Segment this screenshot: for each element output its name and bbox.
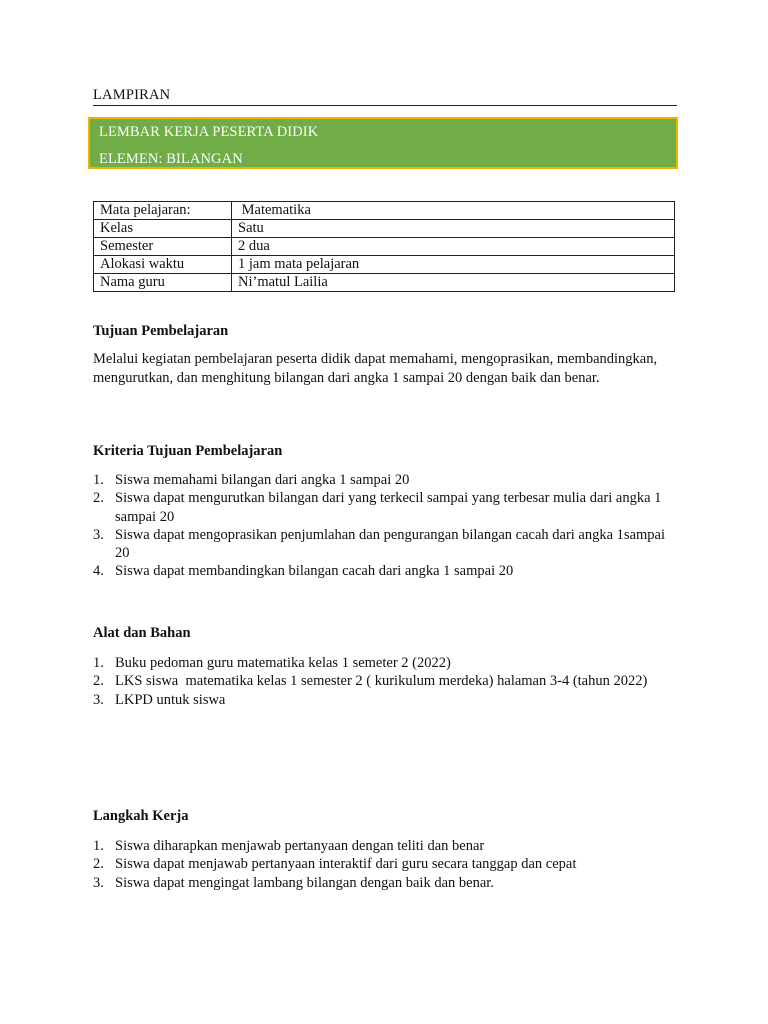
table-row xyxy=(94,256,675,274)
tujuan-text: Melalui kegiatan pembelajaran peserta didik dapat memahami, mengoprasikan, membandingkan, mengurutkan, dan menghitung bilangan dari angka 1 sampai 20 dengan baik dan benar. xyxy=(93,351,658,386)
list-text: Siswa dapat mengurutkan bilangan dari yang terkecil sampai yang terbesar mulia dari angka 1 sampai 20 xyxy=(115,490,662,525)
list-item xyxy=(93,654,668,672)
info-table xyxy=(93,201,675,292)
banner-element: ELEMEN: BILANGAN xyxy=(99,151,243,167)
table-label: Nama guru xyxy=(94,274,232,292)
list-item xyxy=(93,691,668,709)
list-item xyxy=(93,489,668,526)
list-number: 3. xyxy=(93,691,104,708)
list-item xyxy=(93,855,668,873)
list-number: 3. xyxy=(93,526,104,543)
table-value: Ni’matul Lailia xyxy=(232,274,675,292)
list-number: 2. xyxy=(93,856,104,873)
list-text: Buku pedoman guru matematika kelas 1 semeter 2 (2022) xyxy=(115,655,451,671)
table-label: Alokasi waktu xyxy=(94,256,232,274)
list-number: 1. xyxy=(93,655,104,671)
list-number: 2. xyxy=(93,490,104,507)
kriteria-heading: Kriteria Tujuan Pembelajaran xyxy=(93,443,283,459)
list-text: Siswa memahami bilangan dari angka 1 sampai 20 xyxy=(115,472,410,488)
list-number: 1. xyxy=(93,838,104,854)
table-value: 2 dua xyxy=(232,238,675,256)
list-text: Siswa dapat mengoprasikan penjumlahan dan pengurangan bilangan cacah dari angka 1sampai 20 xyxy=(115,526,666,562)
langkah-heading: Langkah Kerja xyxy=(93,808,189,824)
tujuan-heading: Tujuan Pembelajaran xyxy=(93,323,229,339)
list-text: LKS siswa matematika kelas 1 semester 2 ( kurikulum merdeka) halaman 3-4 (tahun 2022) xyxy=(115,673,648,690)
list-item xyxy=(93,526,668,563)
list-text: Siswa diharapkan menjawab pertanyaan dengan teliti dan benar xyxy=(115,838,485,854)
list-item xyxy=(93,471,668,489)
langkah-list xyxy=(93,837,668,892)
list-number: 2. xyxy=(93,673,104,690)
worksheet-banner xyxy=(88,117,678,169)
alat-list xyxy=(93,654,668,709)
list-item xyxy=(93,672,668,690)
list-text: Siswa dapat membandingkan bilangan cacah dari angka 1 sampai 20 xyxy=(115,563,514,580)
table-row xyxy=(94,238,675,256)
table-value: Matematika xyxy=(232,202,675,220)
table-label: Semester xyxy=(94,238,232,256)
list-number: 4. xyxy=(93,563,104,580)
list-text: Siswa dapat menjawab pertanyaan interaktif dari guru secara tanggap dan cepat xyxy=(115,856,577,873)
list-text: LKPD untuk siswa xyxy=(115,691,226,708)
banner-title: LEMBAR KERJA PESERTA DIDIK xyxy=(99,124,319,140)
table-value: Satu xyxy=(232,220,675,238)
kriteria-list xyxy=(93,471,668,581)
list-number: 3. xyxy=(93,874,104,891)
table-value: 1 jam mata pelajaran xyxy=(232,256,675,274)
lampiran-title: LAMPIRAN xyxy=(93,87,677,106)
table-label: Mata pelajaran: xyxy=(94,202,232,220)
list-text: Siswa dapat mengingat lambang bilangan dengan baik dan benar. xyxy=(115,874,494,891)
list-item xyxy=(93,837,668,855)
table-row xyxy=(94,220,675,238)
table-label: Kelas xyxy=(94,220,232,238)
table-row xyxy=(94,274,675,292)
list-item xyxy=(93,562,668,580)
table-row xyxy=(94,202,675,220)
alat-heading: Alat dan Bahan xyxy=(93,625,191,641)
list-item xyxy=(93,874,668,892)
list-number: 1. xyxy=(93,472,104,488)
